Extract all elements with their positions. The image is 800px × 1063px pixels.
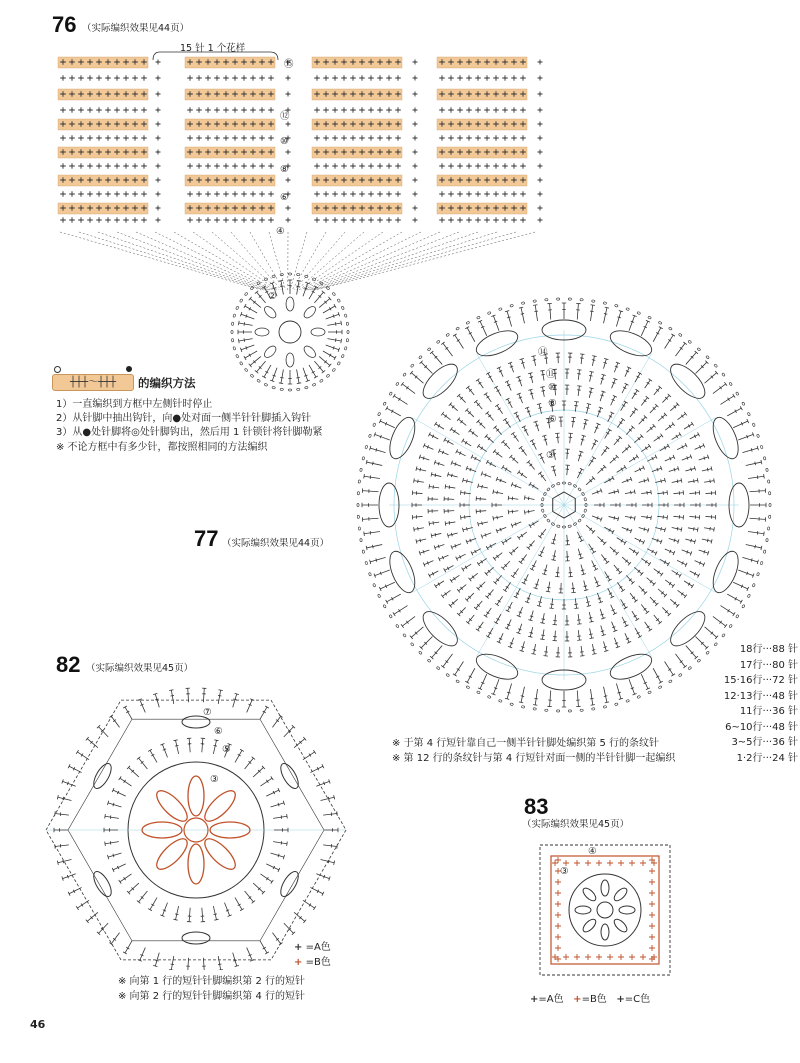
- legend-83: +=A色 +=B色 +=C色: [530, 994, 651, 1005]
- diagram-83-ref: （实际编织效果见45页）: [522, 819, 630, 830]
- center-marker: ②: [268, 291, 277, 302]
- repeat-label: 15 针 1 个花样: [180, 43, 246, 54]
- marker-11: ⑪: [546, 369, 556, 380]
- row-count-item: 1·2行···24 针: [736, 752, 798, 764]
- marker-6: ⑥: [548, 414, 557, 425]
- row-count-item: 18行···88 针: [739, 644, 798, 655]
- diagram-83-chart: [500, 790, 710, 990]
- row-count-item: 3~5行···36 针: [731, 737, 798, 748]
- row-count-item: 15·16行···72 针: [723, 675, 798, 686]
- stitch-c-icon: +: [616, 994, 625, 1005]
- diagram-77-ref: （实际编织效果见44页）: [222, 538, 330, 549]
- method-step-3: 3）从●处针脚将◎处针脚钩出，然后用 1 针锁针将针脚勒紧: [56, 427, 323, 438]
- marker-14: ⑭: [538, 347, 548, 358]
- diagram-76-ref: （实际编织效果见44页）: [82, 23, 190, 34]
- diagram-82-chart: [0, 640, 420, 970]
- diagram-77-note-1: ※ 于第 4 行短针靠自己一侧半针针脚处编织第 5 行的条纹针: [392, 738, 659, 749]
- row-marker-10: ⑩: [280, 136, 289, 147]
- marker-8: ⑧: [548, 398, 557, 409]
- stitch-a-icon: +: [530, 994, 539, 1005]
- diagram-83-number: 83: [524, 794, 549, 819]
- page-number: 46: [30, 1018, 46, 1031]
- method-step-2: 2）从针脚中抽出钩针，向●处对面一侧半针针脚插入钩针: [56, 413, 312, 424]
- stitch-b-icon: +: [573, 994, 582, 1005]
- method-symbol: ┼┼┼～┼┼┼: [52, 374, 134, 391]
- method-title: 的编织方法: [138, 376, 196, 390]
- row-marker-8: ⑧: [280, 164, 289, 175]
- row-count-item: 17行···80 针: [739, 659, 798, 671]
- diagram-82-note-1: ※ 向第 1 行的短针针脚编织第 2 行的短针: [118, 976, 305, 987]
- diagram-77-number: 77: [194, 526, 219, 551]
- row-count-item: 12·13行···48 针: [723, 690, 798, 702]
- row-count-item: 11行···36 针: [739, 706, 798, 717]
- diagram-82: [0, 640, 420, 1010]
- marker-3: ③: [210, 774, 219, 785]
- marker-5: ⑤: [222, 744, 231, 755]
- diagram-83: [500, 790, 710, 1015]
- diagram-76-number: 76: [52, 12, 77, 37]
- row-marker-12: ⑫: [280, 111, 290, 122]
- marker-4: ④: [588, 846, 597, 857]
- marker-3: ③: [560, 866, 569, 877]
- method-step-4: ※ 不论方框中有多少针，都按照相同的方法编织: [56, 442, 268, 453]
- marker-7: ⑦: [203, 707, 212, 718]
- marker-3: ③: [546, 450, 555, 461]
- marker-10: ⑩: [548, 382, 557, 393]
- row-count-item: 6~10行···48 针: [725, 721, 798, 733]
- diagram-82-ref: （实际编织效果见45页）: [86, 663, 194, 674]
- legend-82-a: + =A色: [294, 942, 331, 953]
- row-count-table: [716, 642, 798, 766]
- legend-82-b: + =B色: [294, 957, 331, 968]
- marker-6: ⑥: [214, 726, 223, 737]
- stitch-a-icon: +: [294, 942, 303, 953]
- row-marker-15: ⑮: [284, 59, 294, 70]
- diagram-82-number: 82: [56, 652, 81, 677]
- diagram-82-note-2: ※ 向第 2 行的短针针脚编织第 4 行的短针: [118, 991, 305, 1002]
- row-marker-4: ④: [276, 226, 285, 237]
- method-step-1: 1）一直编织到方框中左侧针时停止: [56, 399, 213, 410]
- row-marker-6: ⑥: [280, 192, 289, 203]
- diagram-77-note-2: ※ 第 12 行的条纹针与第 4 行短针对面一侧的半针针脚一起编织: [392, 753, 676, 764]
- stitch-b-icon: +: [294, 957, 303, 968]
